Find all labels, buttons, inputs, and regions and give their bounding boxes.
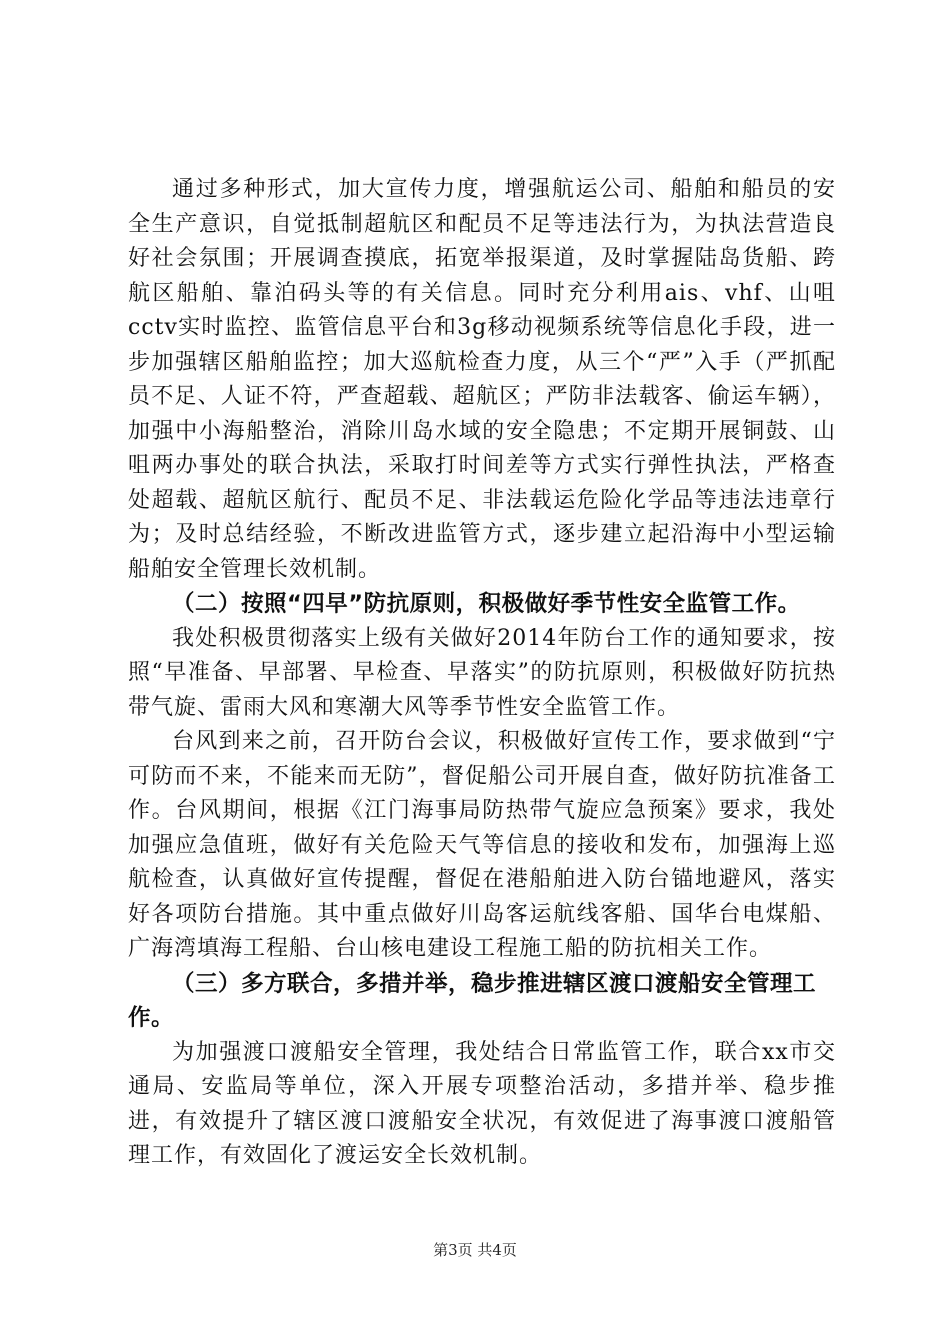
section-heading-seasonal-safety: （二）按照“四早”防抗原则，积极做好季节性安全监管工作。 (172, 591, 801, 617)
document-body (128, 173, 836, 1174)
paragraph-supervision-measures: 通过多种形式，加大宣传力度，增强航运公司、船舶和船员的安全生产意识，自觉抵制超航区和配员不足等违法行为，为执法营造良好社会氛围；开展调查摸底，拓宽举报渠道，及时掌握陆岛货船、跨航区船舶、靠泊码头等的有关信息。同时充分利用ais、vhf、山咀cctv实时监控、监管信息平台和3g移动视频系统等信息化手段，进一步加强辖区船舶监控；加大巡航检查力度，从三个“严”入手（严抓配员不足、人证不符，严查超载、超航区；严防非法载客、偷运车辆），加强中小海船整治，消除川岛水域的安全隐患；不定期开展铜鼓、山咀两办事处的联合执法，采取打时间差等方式实行弹性执法，严格查处超载、超航区航行、配员不足、非法载运危险化学品等违法违章行为；及时总结经验，不断改进监管方式，逐步建立起沿海中小型运输船舶安全管理长效机制。 (128, 177, 836, 582)
paragraph-typhoon-principles: 我处积极贯彻落实上级有关做好2014年防台工作的通知要求，按照“早准备、早部署、早检查、早落实”的防抗原则，积极做好防抗热带气旋、雷雨大风和寒潮大风等季节性安全监管工作。 (128, 625, 836, 720)
paragraph-typhoon-actions: 台风到来之前，召开防台会议，积极做好宣传工作，要求做到“宁可防而不来，不能来而无防”，督促船公司开展自查，做好防抗准备工作。台风期间，根据《江门海事局防热带气旋应急预案》要求，我处加强应急值班，做好有关危险天气等信息的接收和发布，加强海上巡航检查，认真做好宣传提醒，督促在港船舶进入防台锚地避风，落实好各项防台措施。其中重点做好川岛客运航线客船、国华台电煤船、广海湾填海工程船、台山核电建设工程施工船的防抗相关工作。 (128, 729, 836, 961)
page-number-footer: 第3页 共4页 (433, 1241, 517, 1259)
section-heading-ferry-safety: （三）多方联合，多措并举，稳步推进辖区渡口渡船安全管理工作。 (128, 970, 817, 1031)
paragraph-ferry-management: 为加强渡口渡船安全管理，我处结合日常监管工作，联合xx市交通局、安监局等单位，深入开展专项整治活动，多措并举、稳步推进，有效提升了辖区渡口渡船安全状况，有效促进了海事渡口渡船管理工作，有效固化了渡运安全长效机制。 (128, 1039, 836, 1168)
